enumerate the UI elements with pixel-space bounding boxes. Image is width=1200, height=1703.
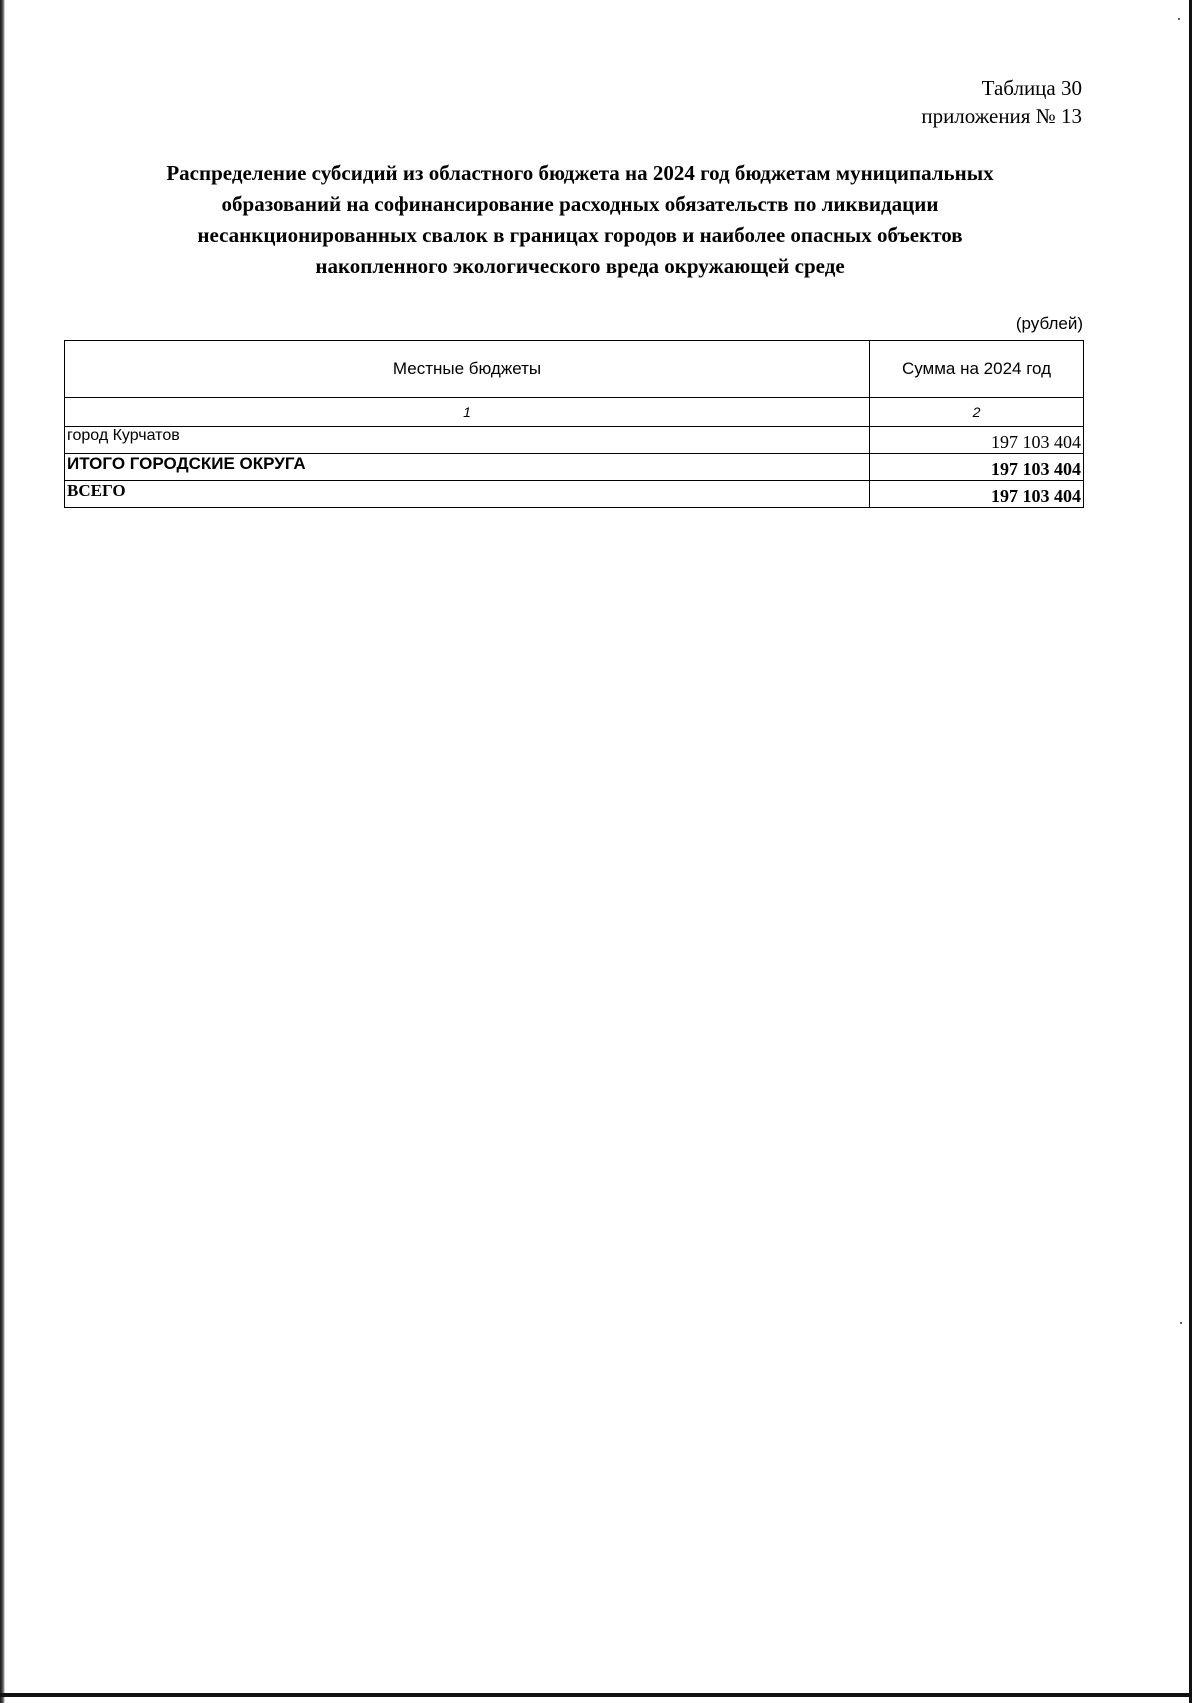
title-line: накопленного экологического вреда окружающей среде xyxy=(315,254,845,278)
table-reference: Таблица 30 xyxy=(981,76,1082,100)
subtotal-row xyxy=(65,454,1084,481)
budget-table xyxy=(64,340,1084,508)
header-local-budgets: Местные бюджеты xyxy=(65,341,870,398)
column-number-row xyxy=(65,398,1084,427)
header-row xyxy=(65,341,1084,398)
row-name: ИТОГО ГОРОДСКИЕ ОКРУГА xyxy=(65,454,870,481)
title-line: несанкционированных свалок в границах городов и наиболее опасных объектов xyxy=(197,223,963,247)
title-line: образований на софинансирование расходных обязательств по ликвидации xyxy=(221,192,939,216)
table-header xyxy=(65,341,1084,427)
scan-edge-bottom xyxy=(0,1693,1192,1697)
column-number-2: 2 xyxy=(870,398,1084,427)
row-name: ВСЕГО xyxy=(65,481,870,508)
scan-speck xyxy=(1178,18,1180,20)
row-amount: 197 103 404 xyxy=(870,454,1084,481)
scan-edge-right xyxy=(1189,0,1192,1703)
column-number-1: 1 xyxy=(65,398,870,427)
scan-speck xyxy=(1180,1322,1182,1324)
document-reference xyxy=(921,74,1082,130)
document-title xyxy=(60,158,1100,282)
table-row xyxy=(65,427,1084,454)
appendix-reference: приложения № 13 xyxy=(921,104,1082,128)
table-body xyxy=(65,427,1084,508)
scan-edge-left xyxy=(0,0,5,1703)
total-row xyxy=(65,481,1084,508)
row-amount: 197 103 404 xyxy=(870,481,1084,508)
row-name: город Курчатов xyxy=(65,427,870,454)
header-amount-2024: Сумма на 2024 год xyxy=(870,341,1084,398)
row-amount: 197 103 404 xyxy=(870,427,1084,454)
unit-label: (рублей) xyxy=(1015,314,1083,333)
title-line: Распределение субсидий из областного бюджета на 2024 год бюджетам муниципальных xyxy=(166,161,994,185)
